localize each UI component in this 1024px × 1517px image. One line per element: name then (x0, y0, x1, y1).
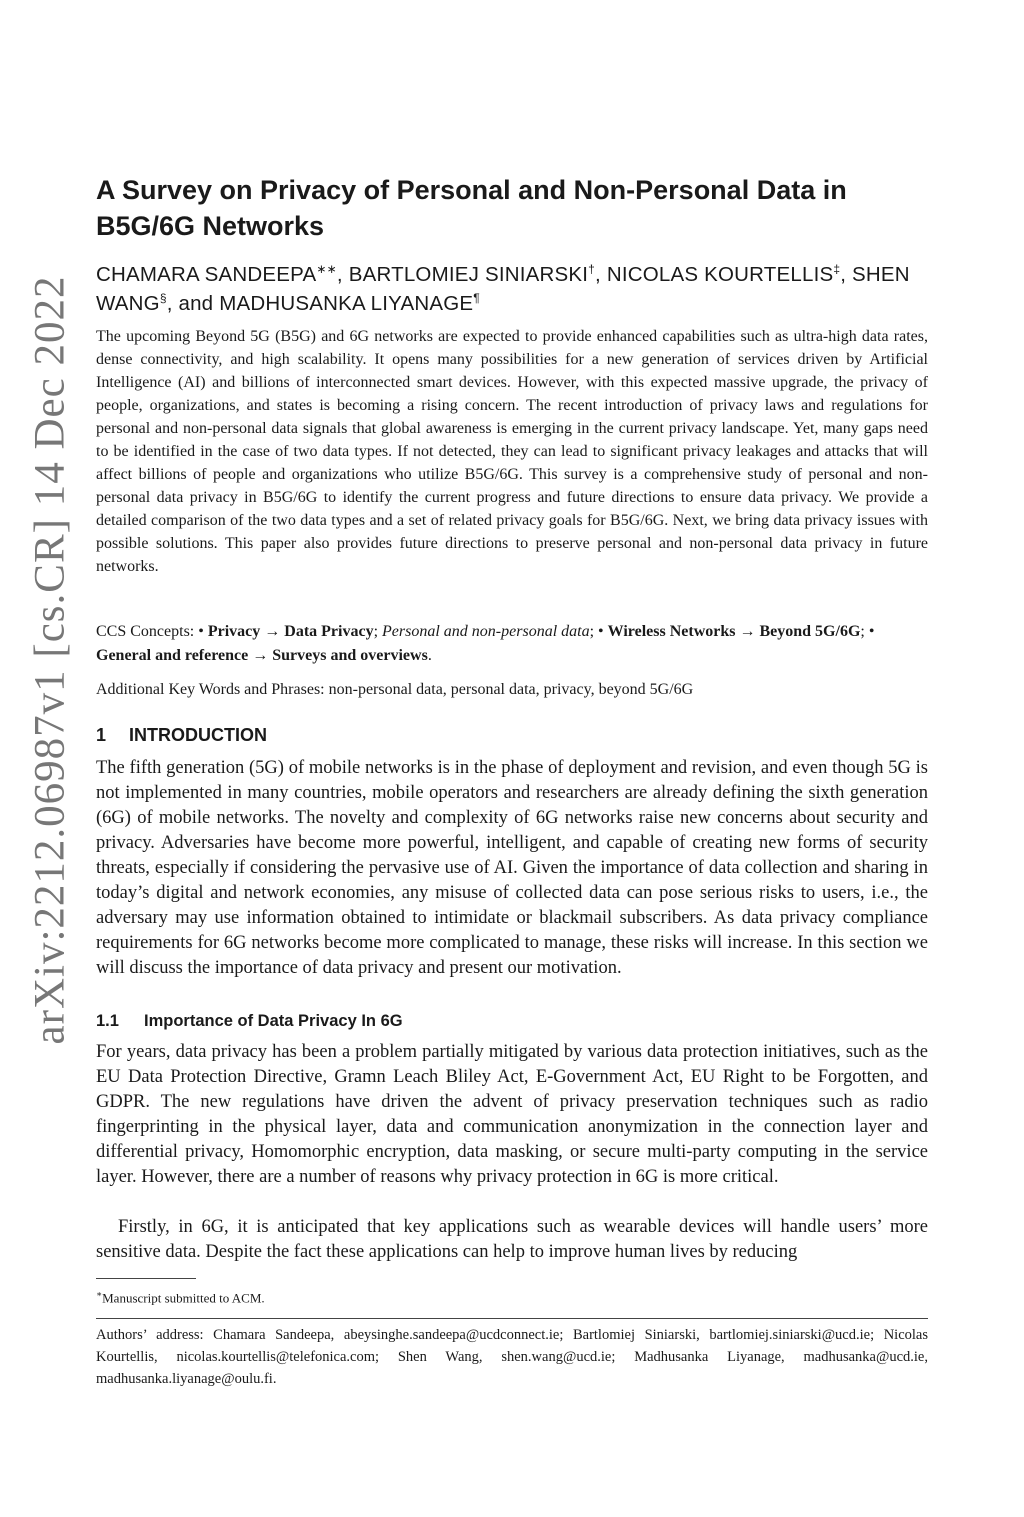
ccs-concept: General and reference (96, 647, 249, 664)
ccs-concepts (96, 620, 928, 668)
author-name: MADHUSANKA LIYANAGE (219, 292, 474, 315)
ccs-concept: Surveys and overviews (272, 647, 428, 664)
author-name: CHAMARA SANDEEPA (96, 263, 317, 286)
ccs-separator: ; (589, 623, 599, 640)
body-paragraph: Firstly, in 6G, it is anticipated that key applications such as wearable devices will handle users’ more sensitive data. Despite the fact these applications can help to improve human lives by reducing (96, 1217, 928, 1262)
affiliation-mark: † (588, 262, 596, 277)
ccs-arrow: → (248, 647, 273, 664)
footnote-mark: ∗ (96, 1289, 103, 1299)
author-name: NICOLAS KOURTELLIS (606, 263, 834, 286)
paper-title: A Survey on Privacy of Personal and Non-Personal Data in B5G/6G Networks (96, 175, 847, 241)
ccs-bullet: • (198, 623, 208, 640)
author-conjunction: , and (166, 292, 220, 315)
footnote-divider (96, 1278, 196, 1279)
authors-address: Authors’ address: Chamara Sandeepa, abeysinghe.sandeepa@ucdconnect.ie; Bartlomiej Siniarski, bartlomiej.siniarski@ucd.ie; Nicolas Kourtellis, nicolas.kourtellis@telefonica.com; Shen Wang, shen.wang@ucd.ie; Madhusanka Liyanage, madhusanka@ucd.ie, madhusanka.liyanage@oulu.fi. (96, 1327, 928, 1387)
ccs-concept: Beyond 5G/6G (759, 623, 861, 640)
arxiv-identifier: arXiv:2212.06987v1 [cs.CR] 14 Dec 2022 (26, 275, 74, 1045)
author-list (96, 260, 928, 318)
section-title: INTRODUCTION (129, 725, 267, 745)
footnote (96, 1285, 265, 1307)
section-number: 1 (96, 725, 107, 745)
ccs-arrow: → (735, 623, 760, 640)
subsection-title: Importance of Data Privacy In 6G (144, 1012, 403, 1030)
subsection-number: 1.1 (96, 1012, 119, 1030)
ccs-bullet: • (598, 623, 608, 640)
affiliation-mark: ¶ (473, 291, 480, 306)
ccs-label: CCS Concepts: (96, 623, 199, 640)
author-separator: , (336, 263, 349, 286)
author-name: SHEN WANG (96, 263, 910, 315)
ccs-concept: Privacy (207, 623, 261, 640)
ccs-separator: ; (373, 623, 383, 640)
ccs-separator: ; (860, 623, 869, 640)
intro-paragraph: The fifth generation (5G) of mobile networks is in the phase of deployment and revision, and even though 5G is not implemented in many countries, mobile operators and researchers are already defining the sixth generation (6G) of mobile networks. The novelty and complexity of 6G networks raise new concerns about security and privacy. Adversaries have become more powerful, intelligent, and capable of creating new forms of security threats, especially if considering the pervasive use of AI. Given the importance of data collection and sharing in today’s digital and network economies, any misuse of collected data can pose serious risks to users, i.e., the adversary may use information obtained to intimidate or blackmail subscribers. As data privacy compliance requirements for 6G networks become more complicated to manage, these risks will increase. In this section we will discuss the importance of data privacy and present our motivation. (96, 758, 928, 978)
author-separator: , (595, 263, 607, 286)
author-separator: , (840, 263, 853, 286)
subsection-heading (96, 1008, 403, 1034)
author-name: BARTLOMIEJ SINIARSKI (348, 263, 589, 286)
address-divider (96, 1318, 928, 1319)
ccs-end: . (427, 647, 432, 664)
ccs-concept: Data Privacy (284, 623, 374, 640)
ccs-arrow: → (260, 623, 285, 640)
ccs-concept: Personal and non-personal data (382, 623, 590, 640)
affiliation-mark: § (159, 291, 167, 306)
affiliation-mark: ∗∗ (316, 262, 337, 277)
ccs-bullet: • (868, 623, 875, 640)
abstract: The upcoming Beyond 5G (B5G) and 6G networks are expected to provide enhanced capabilities such as ultra-high data rates, dense connectivity, and high scalability. It opens many possibilities for a new generation of services driven by Artificial Intelligence (AI) and billions of interconnected smart devices. However, with this expected massive upgrade, the privacy of people, organizations, and states is becoming a rising concern. The recent introduction of privacy laws and regulations for personal and non-personal data signals that global awareness is emerging in the current privacy landscape. Yet, many gaps need to be identified in the case of two data types. If not detected, they can lead to significant privacy leakages and attacks that will affect billions of people and organizations who utilize B5G/6G. This survey is a comprehensive study of personal and non-personal data privacy in B5G/6G to identify the current progress and future directions to ensure data privacy. We provide a detailed comparison of the two data types and a set of related privacy goals for B5G/6G. Next, we bring data privacy issues with possible solutions. This paper also provides future directions to preserve personal and non-personal data privacy in future networks. (96, 328, 928, 575)
section-heading (96, 722, 267, 748)
affiliation-mark: ‡ (833, 262, 841, 277)
body-paragraph: For years, data privacy has been a problem partially mitigated by various data protection initiatives, such as the EU Data Protection Directive, Gramn Leach Bliley Act, E-Government Act, EU Right to be Forgotten, and GDPR. The new regulations have driven the advent of privacy preservation techniques such as radio fingerprinting in the physical layer, data and communication anonymization in the connection layer and differential privacy, Homomorphic encryption, data masking, or secure multi-party computing in the service layer. However, there are a number of reasons why privacy protection in 6G is more critical. (96, 1042, 928, 1187)
keywords: Additional Key Words and Phrases: non-personal data, personal data, privacy, beyond 5G/6G (96, 681, 694, 698)
ccs-concept: Wireless Networks (607, 623, 736, 640)
footnote-text: Manuscript submitted to ACM. (102, 1290, 265, 1306)
